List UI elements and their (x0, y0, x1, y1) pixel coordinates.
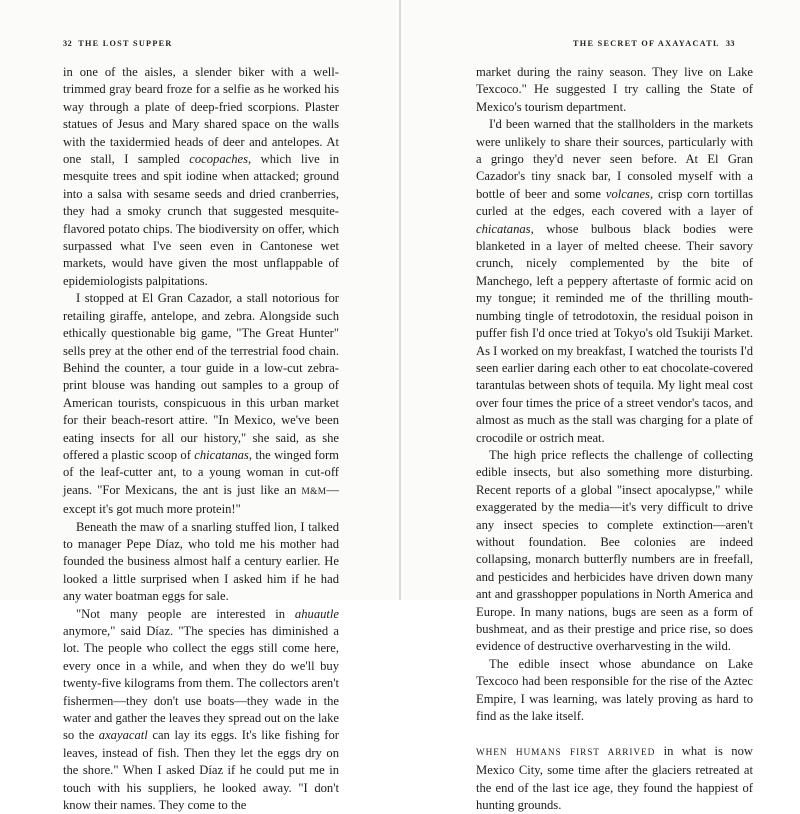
running-title: THE LOST SUPPER (78, 39, 173, 48)
page-number: 32 (63, 39, 73, 48)
paragraph: I'd been warned that the stallholders in the markets were unlikely to share their sources, particularly with a gringo they'd never seen before. At El Gran Cazador's tiny snack bar, I consoled myself with a bottle of beer and some volcanes, crisp corn tortillas curled at the edges, each covered with a layer of chicatanas, whose bulbous black bodies were blanketed in a layer of melted cheese. Their savory crunch, nicely complemented by the bite of Manchego, left a peppery aftertaste of formic acid on my tongue; it reminded me of the thrilling mouth-numbing tingle of tetrodotoxin, the residual poison in puffer fish I'd once tried at Tokyo's old Tsukiji Market. As I worked on my breakfast, I watched the tourists I'd seen earlier daring each other to eat chocolate-covered tarantulas between shots of tequila. My light meal cost over four times the price of a street vendor's tacos, and almost as much as the stall was charging for a plate of crocodile or ostrich meat. (476, 117, 753, 445)
paragraph: "Not many people are interested in ahuautle anymore," said Díaz. "The species has diminished a lot. The people who collect the eggs still come here, every once in a while, and when they do we'll buy twenty-five kilograms from them. The collectors aren't fishermen—they don't use boats—they wade in the water and gather the leaves they spread out on the lake so the axayacatl can lay its eggs. It's like fishing for leaves, instead of fish. Then they let the eggs dry on the shore." When I asked Díaz if he could put me in touch with his suppliers, he looked away. "I don't know their names. They come to the (63, 606, 339, 813)
section-opening-paragraph (476, 743, 753, 814)
paragraph: market during the rainy season. They live on Lake Texcoco." He suggested I try calling the State of Mexico's tourism department. (476, 65, 753, 114)
page-number: 33 (725, 39, 735, 48)
paragraph: I stopped at El Gran Cazador, a stall notorious for retailing giraffe, antelope, and zebra. Alongside such ethically questionable big game, "The Great Hunter" sells prey at the other end of the terrestrial food chain. Behind the counter, a tour guide in a low-cut zebra-print blouse was handing out samples to a group of American tourists, conspicuous in this urban market for their beach-resort attire. "In Mexico, we've been eating insects for all our history," she said, as she offered a plastic scoop of chicatanas, the winged form of the leaf-cutter ant, to a young woman in cut-off jeans. "For Mexicans, the ant is just like an M&M—except it's got much more protein!" (63, 291, 339, 517)
running-head-right (573, 39, 735, 48)
body-text-right (476, 64, 753, 814)
paragraph: The high price reflects the challenge of collecting edible insects, but also something more disturbing. Recent reports of a global "insect apocalypse," while exaggerated by the media—it's very difficult to drive any insect species to complete extinction—aren't without foundation. Bee colonies are indeed collapsing, monarch butterfly numbers are in freefall, and pesticides and herbicides have driven down many ant and grasshopper populations in North America and Europe. In many nations, bugs are seen as a form of bushmeat, and as their prestige and price rise, so does evidence of destructive overharvesting in the wild. (476, 447, 753, 654)
running-head-left (63, 39, 173, 48)
section-lead-in: WHEN HUMANS FIRST ARRIVED (476, 747, 656, 758)
paragraph: The edible insect whose abundance on Lake Texcoco had been responsible for the rise of the Aztec Empire, I was learning, was lately proving as hard to find as the lake itself. (476, 656, 753, 724)
paragraph: Beneath the maw of a snarling stuffed lion, I talked to manager Pepe Díaz, who told me his mother had founded the business almost half a century earlier. He looked a little surprised when I asked him if he had any water boatman eggs for sale. (63, 519, 339, 604)
left-page (0, 0, 399, 813)
paragraph: in one of the aisles, a slender biker with a well-trimmed gray beard froze for a selfie as he worked his way through a plate of deep-fried scorpions. Plaster statues of Jesus and Mary shared space on the walls with the taxidermied heads of deer and antelopes. At one stall, I sampled cocopaches, which live in mesquite trees and spit iodine when attacked; ground into a salsa with sesame seeds and dried cranberries, they had a smoky crunch that suggested mesquite-flavored potato chips. The biodiversity on offer, which surpassed what I've seen even in Cantonese wet markets, would have given the most unflappable of epidemiologists palpitations. (63, 65, 339, 288)
section-text: in what is now Mexico City, some time after the glaciers retreated at the end of the last ice age, they found the happiest of hunting grounds. (476, 743, 753, 813)
body-text-left (63, 64, 339, 814)
running-title: THE SECRET OF AXAYACATL (573, 39, 720, 48)
